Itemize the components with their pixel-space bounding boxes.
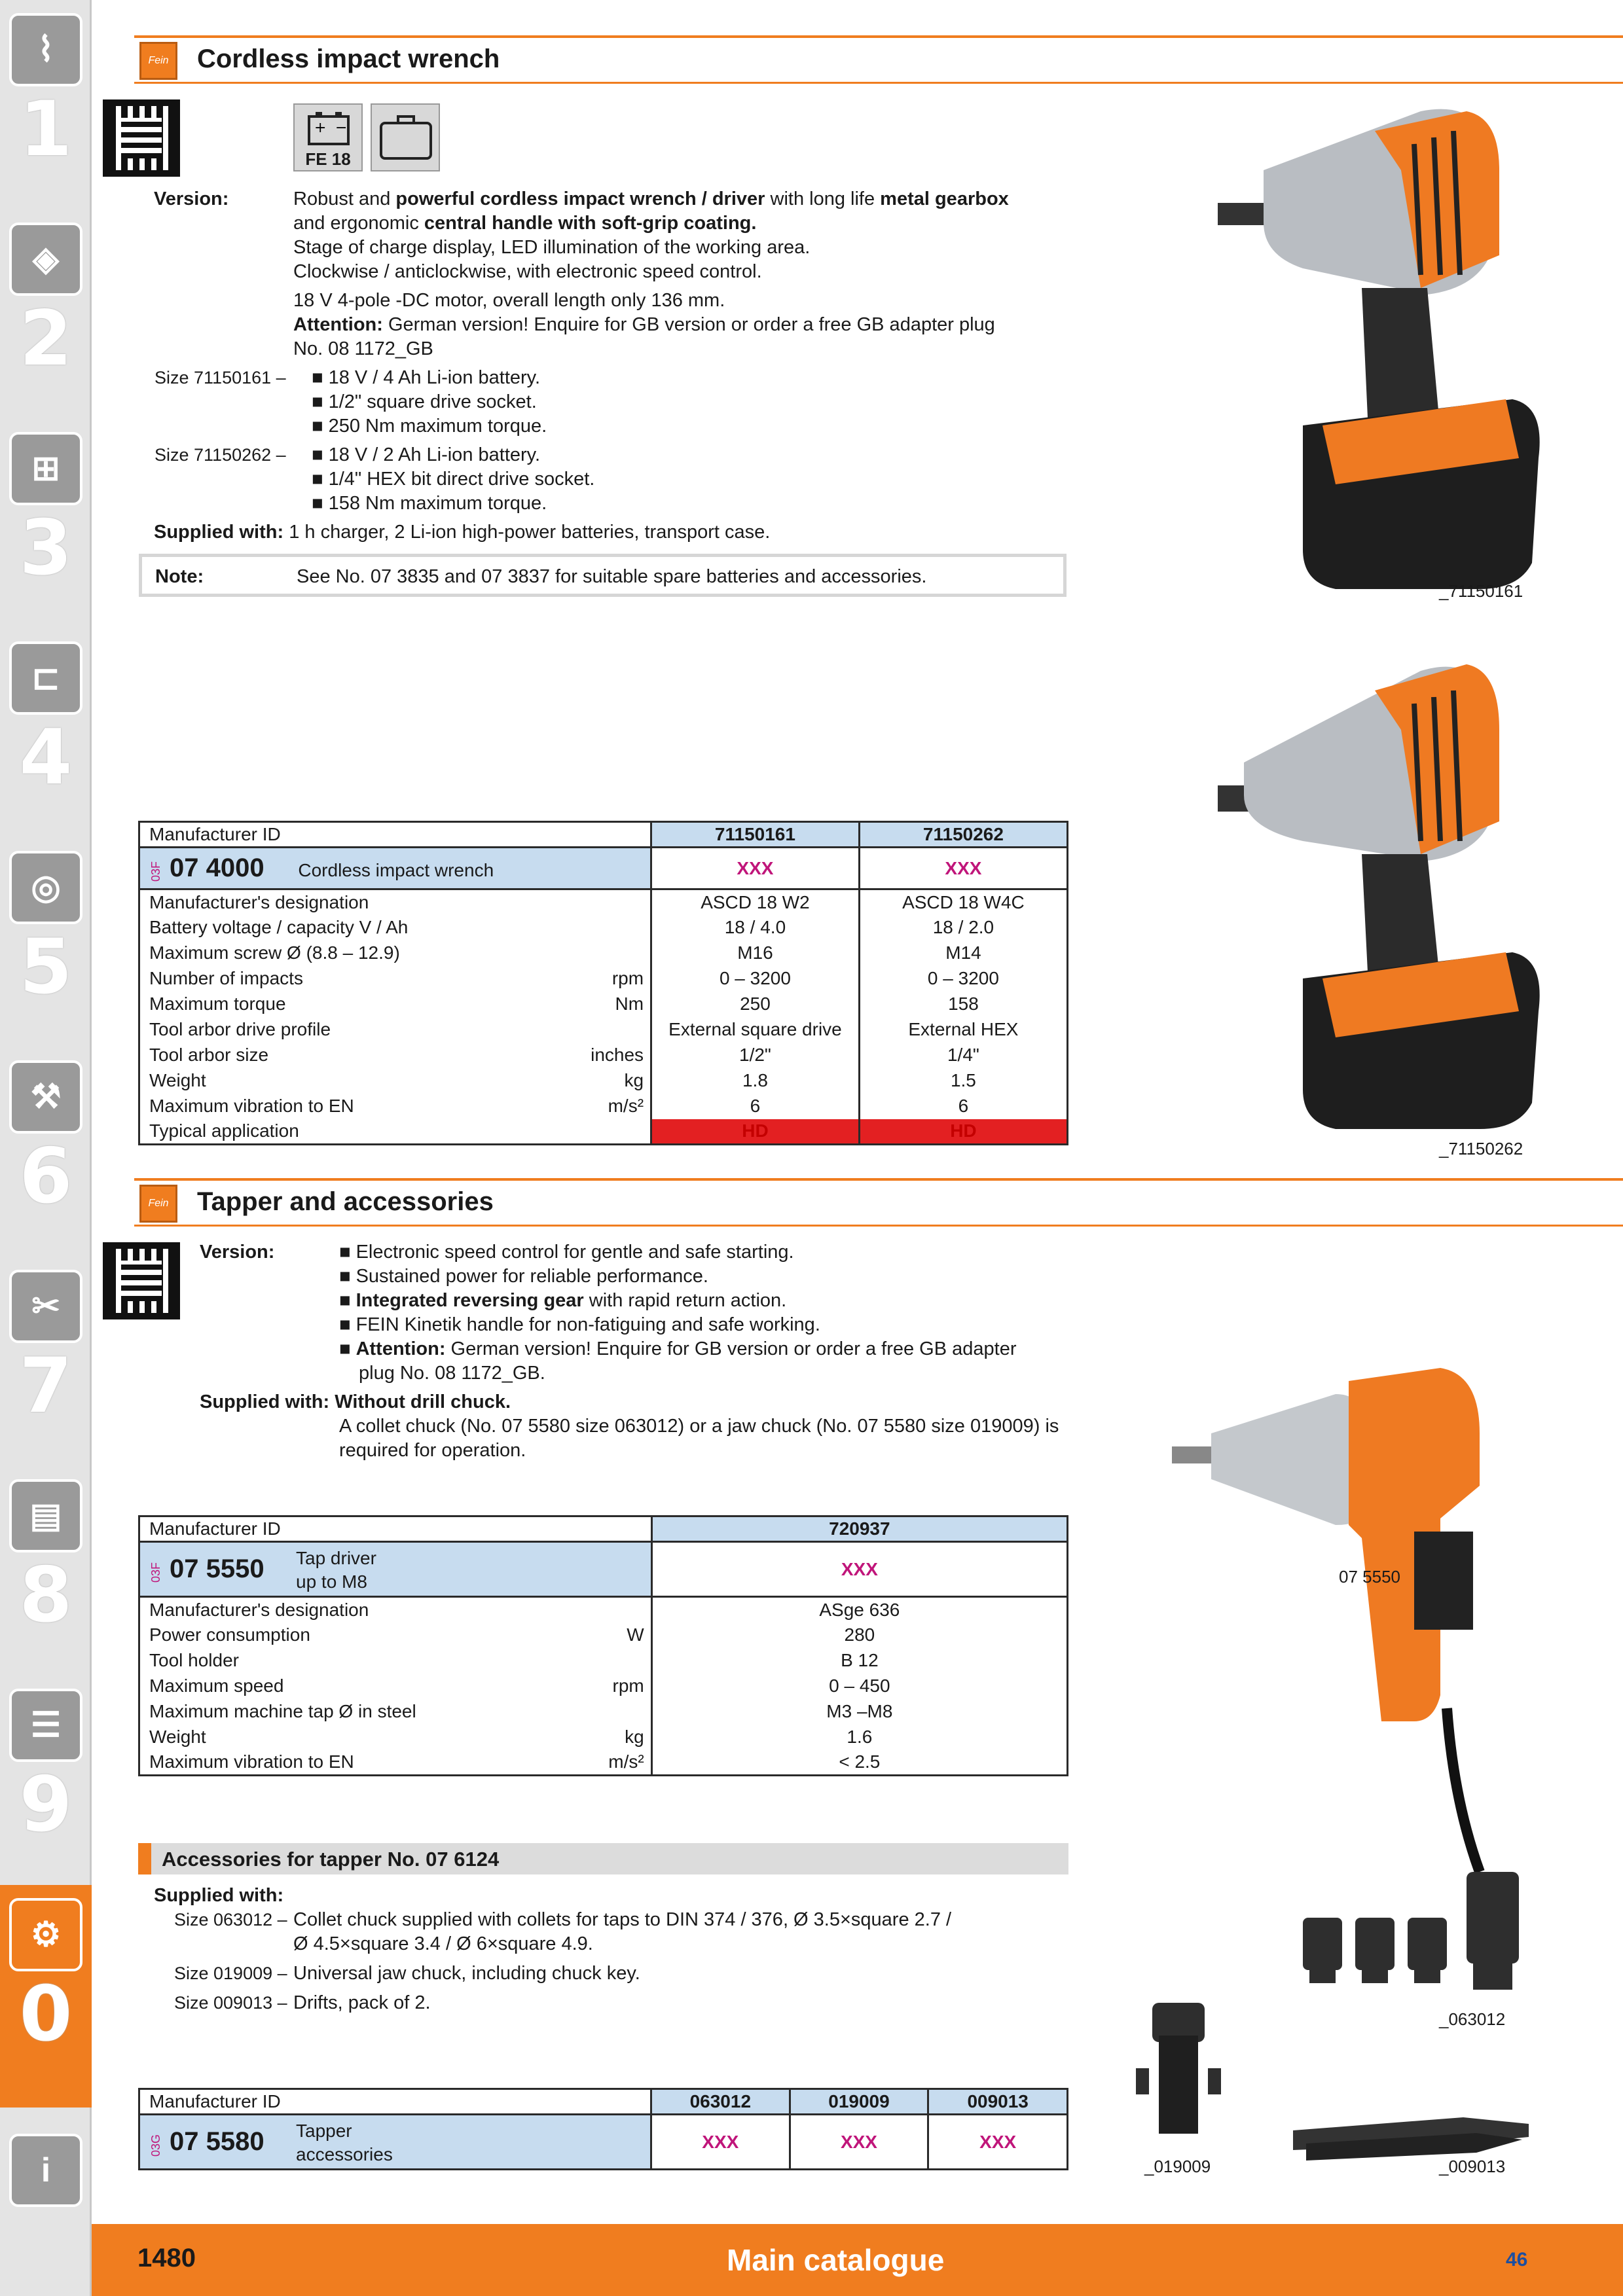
sidebar-tab-number: 3 xyxy=(19,504,73,592)
image-caption: _71150262 xyxy=(1439,1139,1523,1158)
image-caption: _71150161 xyxy=(1439,581,1523,601)
catalogue-title: Main catalogue xyxy=(727,2243,945,2277)
size-description: Ø 4.5×square 3.4 / Ø 6×square 4.9. xyxy=(293,1933,593,1954)
manufacturer-id: 720937 xyxy=(651,1516,1067,1542)
jaw-chuck-019009-image xyxy=(1133,1996,1224,2153)
sidebar-tab-2[interactable] xyxy=(0,209,92,419)
spec-unit: rpm xyxy=(612,1676,644,1696)
spec-row xyxy=(139,941,1068,966)
spec-value: HD xyxy=(859,1119,1067,1145)
spec-value: M14 xyxy=(859,941,1067,966)
manufacturer-id: 009013 xyxy=(928,2089,1068,2115)
section-sidebar xyxy=(0,0,92,2296)
spec-value: 0 – 3200 xyxy=(651,966,860,992)
spec-label: Maximum vibration to EN xyxy=(149,1751,354,1772)
sidebar-tab-9[interactable] xyxy=(0,1676,92,1885)
pliers-icon: ✂ xyxy=(9,1270,82,1343)
sidebar-tab-number: 0 xyxy=(19,1970,73,2058)
article-number[interactable]: 07 5550 xyxy=(170,1554,264,1583)
spec-label: Tool holder xyxy=(149,1650,239,1670)
image-caption: _009013 xyxy=(1439,2157,1506,2176)
spec-label-cell xyxy=(139,1068,651,1094)
drifts-009013-image xyxy=(1293,2104,1535,2163)
size-label: Size 009013 – xyxy=(174,1993,287,2013)
group-tag: 03G xyxy=(149,2134,162,2157)
spec-value: 1/4" xyxy=(859,1043,1067,1068)
article-row xyxy=(139,2115,1068,2170)
article-name: Cordless impact wrench xyxy=(298,860,494,880)
cabinet-icon: ☰ xyxy=(9,1689,82,1762)
sidebar-tab-number: 8 xyxy=(19,1551,73,1640)
supplied-with: Supplied with: Without drill chuck. xyxy=(200,1391,511,1412)
article-name: Tap driver up to M8 xyxy=(296,1548,376,1592)
description-line: No. 08 1172_GB xyxy=(293,338,433,359)
spec-row xyxy=(139,1699,1068,1725)
note-text: See No. 07 3835 and 07 3837 for suitable spare batteries and accessories. xyxy=(297,566,927,587)
spec-row xyxy=(139,1597,1068,1623)
spec-row xyxy=(139,1119,1068,1145)
price-cell: XXX xyxy=(651,1542,1067,1597)
power-tool-icon: ⚙ xyxy=(9,1898,82,1971)
spec-value: 1.8 xyxy=(651,1068,860,1094)
battery-badge-label: FE 18 xyxy=(305,149,351,169)
feature-item: ■ FEIN Kinetik handle for non-fatiguing and safe working. xyxy=(339,1314,820,1335)
image-caption: 07 5550 xyxy=(1339,1567,1400,1587)
description-line: 18 V 4-pole -DC motor, overall length only 136 mm. xyxy=(293,290,725,311)
collet-chuck-063012-image xyxy=(1296,1865,1571,1996)
chuck-icon: ⊞ xyxy=(9,432,82,505)
group-tag: 03F xyxy=(149,861,162,882)
feature-item: ■ Attention: German version! Enquire for GB version or order a free GB adapter xyxy=(339,1338,1017,1359)
spec-row xyxy=(139,1725,1068,1750)
article-number[interactable]: 07 4000 xyxy=(170,853,264,882)
sidebar-tab-number: 5 xyxy=(19,923,73,1011)
spec-label: Maximum machine tap Ø in steel xyxy=(149,1701,416,1721)
info-icon: i xyxy=(9,2134,82,2207)
wrench-icon: ⚒ xyxy=(9,1060,82,1134)
spec-row xyxy=(139,992,1068,1017)
spec-label: Maximum screw Ø (8.8 – 12.9) xyxy=(149,942,400,963)
section-number: 46 xyxy=(1506,2249,1528,2270)
case-badge xyxy=(371,103,440,171)
price-cell: XXX xyxy=(859,848,1067,889)
description-line: and ergonomic central handle with soft-grip coating. xyxy=(293,213,757,234)
spec-label-cell xyxy=(139,1017,651,1043)
accessories-header xyxy=(138,1843,1068,1874)
spec-value: 0 – 450 xyxy=(829,1676,890,1696)
manufacturer-id-label: Manufacturer ID xyxy=(139,2089,651,2115)
spec-row xyxy=(139,1068,1068,1094)
sidebar-tab-number: 6 xyxy=(19,1132,73,1221)
article-cell xyxy=(139,1542,652,1597)
saw-blade-icon: ◎ xyxy=(9,851,82,924)
group-tag: 03F xyxy=(149,1562,162,1583)
spec-value: HD xyxy=(651,1119,860,1145)
note-box xyxy=(139,554,1067,597)
spec-label-cell xyxy=(139,992,651,1017)
section-header-tapper xyxy=(134,1178,1623,1227)
spec-value: 6 xyxy=(859,1094,1067,1119)
sidebar-tab-info[interactable] xyxy=(0,2108,92,2224)
spec-label-cell xyxy=(139,1623,652,1648)
impact-wrench-71150161-image xyxy=(1205,92,1545,589)
impact-wrench-spec-table xyxy=(138,821,1068,1145)
note-label: Note: xyxy=(155,566,204,587)
supplied-label: Supplied with: xyxy=(154,1885,284,1906)
section-title: Tapper and accessories xyxy=(197,1187,494,1216)
spec-label-cell xyxy=(139,1725,652,1750)
price-cell: XXX xyxy=(651,848,860,889)
spec-label: Maximum vibration to EN xyxy=(149,1096,354,1116)
spec-row xyxy=(139,1094,1068,1119)
feature-item: plug No. 08 1172_GB. xyxy=(359,1363,545,1384)
feature-item: ■ Electronic speed control for gentle and safe starting. xyxy=(339,1242,794,1263)
spec-label-cell xyxy=(139,966,651,992)
spec-label: Typical application xyxy=(149,1121,299,1141)
size-description: Universal jaw chuck, including chuck key. xyxy=(293,1963,640,1984)
spec-label-cell xyxy=(139,1674,652,1699)
sidebar-tab-6[interactable] xyxy=(0,1047,92,1257)
tapper-accessories-table xyxy=(138,2088,1068,2170)
size-feature: ■ 18 V / 4 Ah Li-ion battery. xyxy=(312,367,541,388)
sidebar-tab-number: 4 xyxy=(19,713,73,802)
description-line: Attention: German version! Enquire for GB version or order a free GB adapter plug xyxy=(293,314,995,335)
spec-label: Number of impacts xyxy=(149,968,303,988)
size-label: Size 019009 – xyxy=(174,1964,287,1983)
spec-value: 250 xyxy=(651,992,860,1017)
spec-row xyxy=(139,1017,1068,1043)
spec-value: B 12 xyxy=(841,1650,879,1670)
svg-text:−: − xyxy=(335,120,348,136)
qr-code-icon[interactable] xyxy=(103,99,180,177)
manufacturer-id-label: Manufacturer ID xyxy=(139,822,651,848)
drill-bit-icon: ⌇ xyxy=(9,13,82,86)
spec-row xyxy=(139,1623,1068,1648)
spec-value: External square drive xyxy=(651,1017,860,1043)
spec-label: Maximum torque xyxy=(149,994,286,1014)
spec-unit: inches xyxy=(591,1045,644,1065)
section-header-impact-wrench xyxy=(134,35,1623,84)
image-caption: _019009 xyxy=(1144,2157,1211,2176)
size-feature: ■ 250 Nm maximum torque. xyxy=(312,416,547,437)
page-number: 1480 xyxy=(137,2244,196,2272)
sidebar-tab-number: 2 xyxy=(19,295,73,383)
spec-row xyxy=(139,966,1068,992)
sidebar-tab-8[interactable] xyxy=(0,1466,92,1676)
toolbox-icon: ▤ xyxy=(9,1479,82,1552)
fein-logo-icon: Fein xyxy=(139,42,177,80)
spec-value: ASCD 18 W4C xyxy=(859,889,1067,915)
sidebar-tab-number: 7 xyxy=(19,1342,73,1430)
impact-driver-71150262-image xyxy=(1205,645,1545,1142)
spec-label-cell xyxy=(139,1750,652,1776)
sidebar-tab-4[interactable] xyxy=(0,628,92,838)
sidebar-tab-number: 9 xyxy=(19,1761,73,1849)
feature-item: ■ Sustained power for reliable performance. xyxy=(339,1266,708,1287)
cutting-disc-icon: ◈ xyxy=(9,223,82,296)
spec-value: ASge 636 xyxy=(819,1599,900,1620)
spec-label-cell xyxy=(139,1597,652,1623)
spec-value: 1/2" xyxy=(651,1043,860,1068)
spec-label: Weight xyxy=(149,1070,206,1090)
sidebar-tab-0[interactable] xyxy=(0,1885,92,2108)
size-label: Size 063012 – xyxy=(174,1910,287,1929)
sidebar-tab-1[interactable] xyxy=(0,0,92,209)
spec-label-cell xyxy=(139,1648,652,1674)
spec-value: 18 / 2.0 xyxy=(859,915,1067,941)
spec-row xyxy=(139,1750,1068,1776)
description-line: Robust and powerful cordless impact wrench / driver with long life metal gearbox xyxy=(293,188,1009,209)
article-number[interactable]: 07 5580 xyxy=(170,2127,264,2156)
description-line: Clockwise / anticlockwise, with electronic speed control. xyxy=(293,261,762,282)
spec-value: 1.5 xyxy=(859,1068,1067,1094)
spec-unit: kg xyxy=(625,1727,644,1747)
fein-logo-icon: Fein xyxy=(139,1185,177,1223)
spec-row xyxy=(139,1043,1068,1068)
tapper-spec-table xyxy=(138,1515,1068,1776)
size-feature: ■ 1/4" HEX bit direct drive socket. xyxy=(312,469,595,490)
size-description: Drifts, pack of 2. xyxy=(293,1992,431,2013)
spec-unit: m/s² xyxy=(608,1751,644,1772)
table-header-row xyxy=(139,2089,1068,2115)
tapper-07-5550-image xyxy=(1165,1355,1519,1872)
manufacturer-id: 063012 xyxy=(651,2089,790,2115)
article-row xyxy=(139,1542,1068,1597)
sidebar-tab-3[interactable] xyxy=(0,419,92,628)
spec-unit: Nm xyxy=(615,994,644,1014)
size-label: Size 71150161 – xyxy=(155,368,286,387)
spec-label-cell xyxy=(139,1043,651,1068)
size-description: Collet chuck supplied with collets for taps to DIN 374 / 376, Ø 3.5×square 2.7 / xyxy=(293,1909,952,1930)
spec-label: Manufacturer's designation xyxy=(149,1599,369,1620)
size-feature: ■ 18 V / 2 Ah Li-ion battery. xyxy=(312,444,541,465)
sidebar-tab-number: 1 xyxy=(19,85,73,173)
spec-label-cell xyxy=(139,941,651,966)
image-caption: _063012 xyxy=(1439,2009,1506,2029)
accent-bar xyxy=(138,1843,151,1874)
spec-label-cell xyxy=(139,915,651,941)
spec-value: 6 xyxy=(651,1094,860,1119)
spec-value: 158 xyxy=(859,992,1067,1017)
size-feature: ■ 158 Nm maximum torque. xyxy=(312,493,547,514)
spec-label-cell xyxy=(139,889,651,915)
manufacturer-id: 019009 xyxy=(790,2089,928,2115)
description-line: Stage of charge display, LED illumination of the working area. xyxy=(293,237,811,258)
spec-label: Maximum speed xyxy=(149,1676,284,1696)
spec-value: M3 –M8 xyxy=(826,1701,893,1721)
manufacturer-id-label: Manufacturer ID xyxy=(139,1516,652,1542)
spec-rows xyxy=(139,1597,1068,1776)
supplied-detail: required for operation. xyxy=(339,1440,526,1461)
battery-icon xyxy=(295,109,364,154)
supplied-with: Supplied with: 1 h charger, 2 Li-ion high-power batteries, transport case. xyxy=(154,522,771,543)
section-title: Accessories for tapper No. 07 6124 xyxy=(162,1848,500,1871)
spec-row xyxy=(139,889,1068,915)
spec-value: External HEX xyxy=(859,1017,1067,1043)
spec-value: M16 xyxy=(651,941,860,966)
spec-value: 280 xyxy=(844,1624,875,1645)
spec-unit: rpm xyxy=(611,968,644,988)
spec-label: Manufacturer's designation xyxy=(149,891,369,912)
spec-label: Weight xyxy=(149,1727,206,1747)
caliper-icon: ⊏ xyxy=(9,641,82,715)
spec-rows xyxy=(139,889,1068,1145)
spec-row xyxy=(139,1674,1068,1699)
table-header-row xyxy=(139,822,1068,848)
article-name: Tapper accessories xyxy=(296,2121,393,2164)
spec-label: Tool arbor size xyxy=(149,1045,269,1065)
battery-badge xyxy=(293,103,363,171)
transport-case-icon xyxy=(372,105,441,173)
size-label: Size 71150262 – xyxy=(155,445,286,465)
price-cell: XXX xyxy=(651,2115,790,2170)
article-cell xyxy=(139,848,651,889)
spec-value: < 2.5 xyxy=(839,1751,881,1772)
spec-value: ASCD 18 W2 xyxy=(651,889,860,915)
price-cell: XXX xyxy=(928,2115,1068,2170)
spec-label-cell xyxy=(139,1119,651,1145)
spec-label-cell xyxy=(139,1699,652,1725)
spec-unit: m/s² xyxy=(608,1096,644,1116)
spec-value: 1.6 xyxy=(847,1727,873,1747)
svg-text:+: + xyxy=(314,120,327,136)
spec-row xyxy=(139,1648,1068,1674)
feature-item: ■ Integrated reversing gear with rapid return action. xyxy=(339,1290,787,1311)
spec-unit: kg xyxy=(624,1070,644,1090)
qr-code-icon[interactable] xyxy=(103,1242,180,1319)
spec-label-cell xyxy=(139,1094,651,1119)
spec-value: 0 – 3200 xyxy=(859,966,1067,992)
page-footer xyxy=(92,2224,1623,2296)
article-cell xyxy=(139,2115,651,2170)
manufacturer-id: 71150262 xyxy=(859,822,1067,848)
sidebar-tab-7[interactable] xyxy=(0,1257,92,1466)
article-row xyxy=(139,848,1068,889)
table-header-row xyxy=(139,1516,1068,1542)
size-feature: ■ 1/2" square drive socket. xyxy=(312,391,537,412)
version-label: Version: xyxy=(200,1242,275,1263)
section-title: Cordless impact wrench xyxy=(197,45,500,73)
version-label: Version: xyxy=(154,188,229,209)
manufacturer-id: 71150161 xyxy=(651,822,860,848)
spec-row xyxy=(139,915,1068,941)
spec-label: Power consumption xyxy=(149,1624,310,1645)
price-cell: XXX xyxy=(790,2115,928,2170)
spec-unit: W xyxy=(627,1624,644,1645)
sidebar-tab-5[interactable] xyxy=(0,838,92,1047)
spec-value: 18 / 4.0 xyxy=(651,915,860,941)
supplied-detail: A collet chuck (No. 07 5580 size 063012) or a jaw chuck (No. 07 5580 size 019009) is xyxy=(339,1416,1059,1437)
spec-label: Battery voltage / capacity V / Ah xyxy=(149,917,409,937)
spec-label: Tool arbor drive profile xyxy=(149,1019,331,1039)
